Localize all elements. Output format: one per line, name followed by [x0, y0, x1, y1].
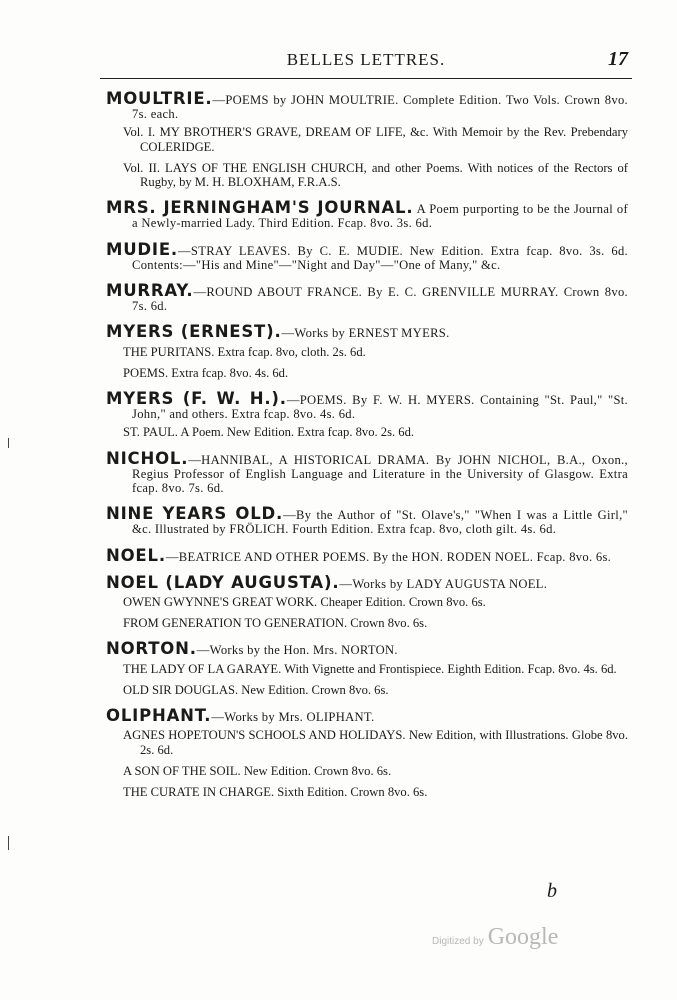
digitized-watermark: [432, 924, 558, 951]
entry-description: —BEATRICE AND OTHER POEMS. By the HON. RODEN NOEL. Fcap. 8vo. 6s.: [165, 549, 612, 564]
catalogue-entry: [106, 281, 628, 314]
catalogue-entry: [106, 322, 628, 380]
work-item: AGNES HOPETOUN'S SCHOOLS AND HOLIDAYS. New Edition, with Illustrations. Globe 8vo. 2s. 6d.: [123, 728, 628, 757]
running-head: [100, 50, 632, 74]
entry-description: —Works by LADY AUGUSTA NOEL.: [339, 576, 548, 591]
entry-description: —HANNIBAL, A HISTORICAL DRAMA. By JOHN NICHOL, B.A., Oxon., Regius Professor of English Language and Literature in the University of Glasgow. Extra fcap. 8vo. 7s. 6d.: [132, 452, 628, 496]
author-name: NICHOL.: [106, 448, 189, 468]
catalogue-entries: [106, 89, 628, 811]
entry-heading: [106, 198, 628, 231]
catalogue-entry: [106, 706, 628, 799]
entry-description: —POEMS. By F. W. H. MYERS. Containing "St. Paul," "St. John," and others. Extra fcap. 8vo. 4s. 6d.: [132, 393, 628, 422]
work-item: OWEN GWYNNE'S GREAT WORK. Cheaper Edition. Crown 8vo. 6s.: [123, 595, 486, 610]
entry-description: —By the Author of "St. Olave's," "When I was a Little Girl," &c. Illustrated by FRÖLICH. Fourth Edition. Extra fcap. 8vo, cloth gilt. 4s. 6d.: [132, 508, 628, 537]
entry-description: —POEMS by JOHN MOULTRIE. Complete Edition. Two Vols. Crown 8vo. 7s. each.: [132, 93, 628, 122]
entry-heading: [106, 322, 628, 342]
catalogue-entry: [106, 504, 628, 537]
catalogue-entry: [106, 198, 628, 231]
author-name: NORTON.: [106, 639, 197, 659]
margin-tick: [8, 836, 9, 850]
catalogue-entry: [106, 389, 628, 440]
work-item: A SON OF THE SOIL. New Edition. Crown 8vo. 6s.: [123, 763, 392, 778]
work-item: THE LADY OF LA GARAYE. With Vignette and Frontispiece. Eighth Edition. Fcap. 8vo. 4s. 6d.: [123, 661, 617, 676]
entry-description: —Works by the Hon. Mrs. NORTON.: [196, 643, 398, 658]
author-name: MYERS (F. W. H.).: [106, 389, 287, 409]
work-item: THE PURITANS. Extra fcap. 8vo, cloth. 2s. 6d.: [123, 344, 366, 359]
header-rule: [100, 78, 632, 79]
catalogue-entry: [106, 572, 628, 631]
work-item: THE CURATE IN CHARGE. Sixth Edition. Crown 8vo. 6s.: [123, 784, 428, 799]
entry-heading: [106, 545, 628, 565]
entry-heading: [106, 504, 628, 537]
entry-heading: [106, 572, 628, 592]
entry-description: —Works by Mrs. OLIPHANT.: [211, 710, 375, 725]
catalogue-entry: [106, 545, 628, 565]
page-number: 17: [608, 48, 628, 70]
author-name: MOULTRIE.: [106, 89, 213, 108]
handwritten-mark: b: [547, 880, 557, 902]
entry-description: —Works by ERNEST MYERS.: [281, 326, 450, 341]
work-item: POEMS. Extra fcap. 8vo. 4s. 6d.: [123, 365, 289, 380]
work-item: ST. PAUL. A Poem. New Edition. Extra fcap. 8vo. 2s. 6d.: [123, 425, 415, 440]
entry-description: A Poem purporting to be the Journal of a Newly-married Lady. Third Edition. Fcap. 8vo. 3s. 6d.: [132, 202, 628, 231]
catalogue-entry: [106, 448, 628, 496]
catalogue-entry: [106, 89, 628, 190]
entry-heading: [106, 639, 628, 659]
catalogue-entry: [106, 639, 628, 697]
work-item: OLD SIR DOUGLAS. New Edition. Crown 8vo. 6s.: [123, 682, 389, 697]
author-name: MYERS (ERNEST).: [106, 322, 282, 342]
author-name: NINE YEARS OLD.: [106, 504, 284, 524]
entry-description: —ROUND ABOUT FRANCE. By E. C. GRENVILLE MURRAY. Crown 8vo. 7s. 6d.: [132, 285, 628, 314]
catalogue-entry: [106, 239, 628, 272]
author-name: MRS. JERNINGHAM'S JOURNAL.: [106, 198, 414, 218]
work-item: FROM GENERATION TO GENERATION. Crown 8vo. 6s.: [123, 616, 428, 631]
entry-heading: [106, 448, 628, 496]
work-item: Vol. I. MY BROTHER'S GRAVE, DREAM OF LIFE, &c. With Memoir by the Rev. Prebendary COLERIDGE.: [123, 125, 628, 154]
author-name: MUDIE.: [106, 239, 178, 259]
google-logo: Google: [487, 924, 559, 950]
author-name: MURRAY.: [106, 281, 194, 301]
author-name: NOEL.: [106, 545, 166, 565]
watermark-prefix: Digitized by: [432, 936, 484, 947]
entry-heading: [106, 389, 628, 422]
entry-heading: [106, 239, 628, 272]
author-name: NOEL (LADY AUGUSTA).: [106, 572, 340, 592]
running-head-title: BELLES LETTRES.: [286, 50, 446, 69]
entry-heading: [106, 706, 628, 726]
entry-description: —STRAY LEAVES. By C. E. MUDIE. New Edition. Extra fcap. 8vo. 3s. 6d. Contents:—"His and Mine"—"Night and Day"—"One of Many," &c.: [132, 243, 628, 272]
author-name: OLIPHANT.: [106, 706, 212, 726]
work-item: Vol. II. LAYS OF THE ENGLISH CHURCH, and other Poems. With notices of the Rectors of Rugby, by M. H. BLOXHAM, F.R.A.S.: [123, 160, 628, 190]
margin-tick: [8, 438, 9, 448]
entry-heading: [106, 281, 628, 314]
entry-heading: [106, 89, 628, 122]
